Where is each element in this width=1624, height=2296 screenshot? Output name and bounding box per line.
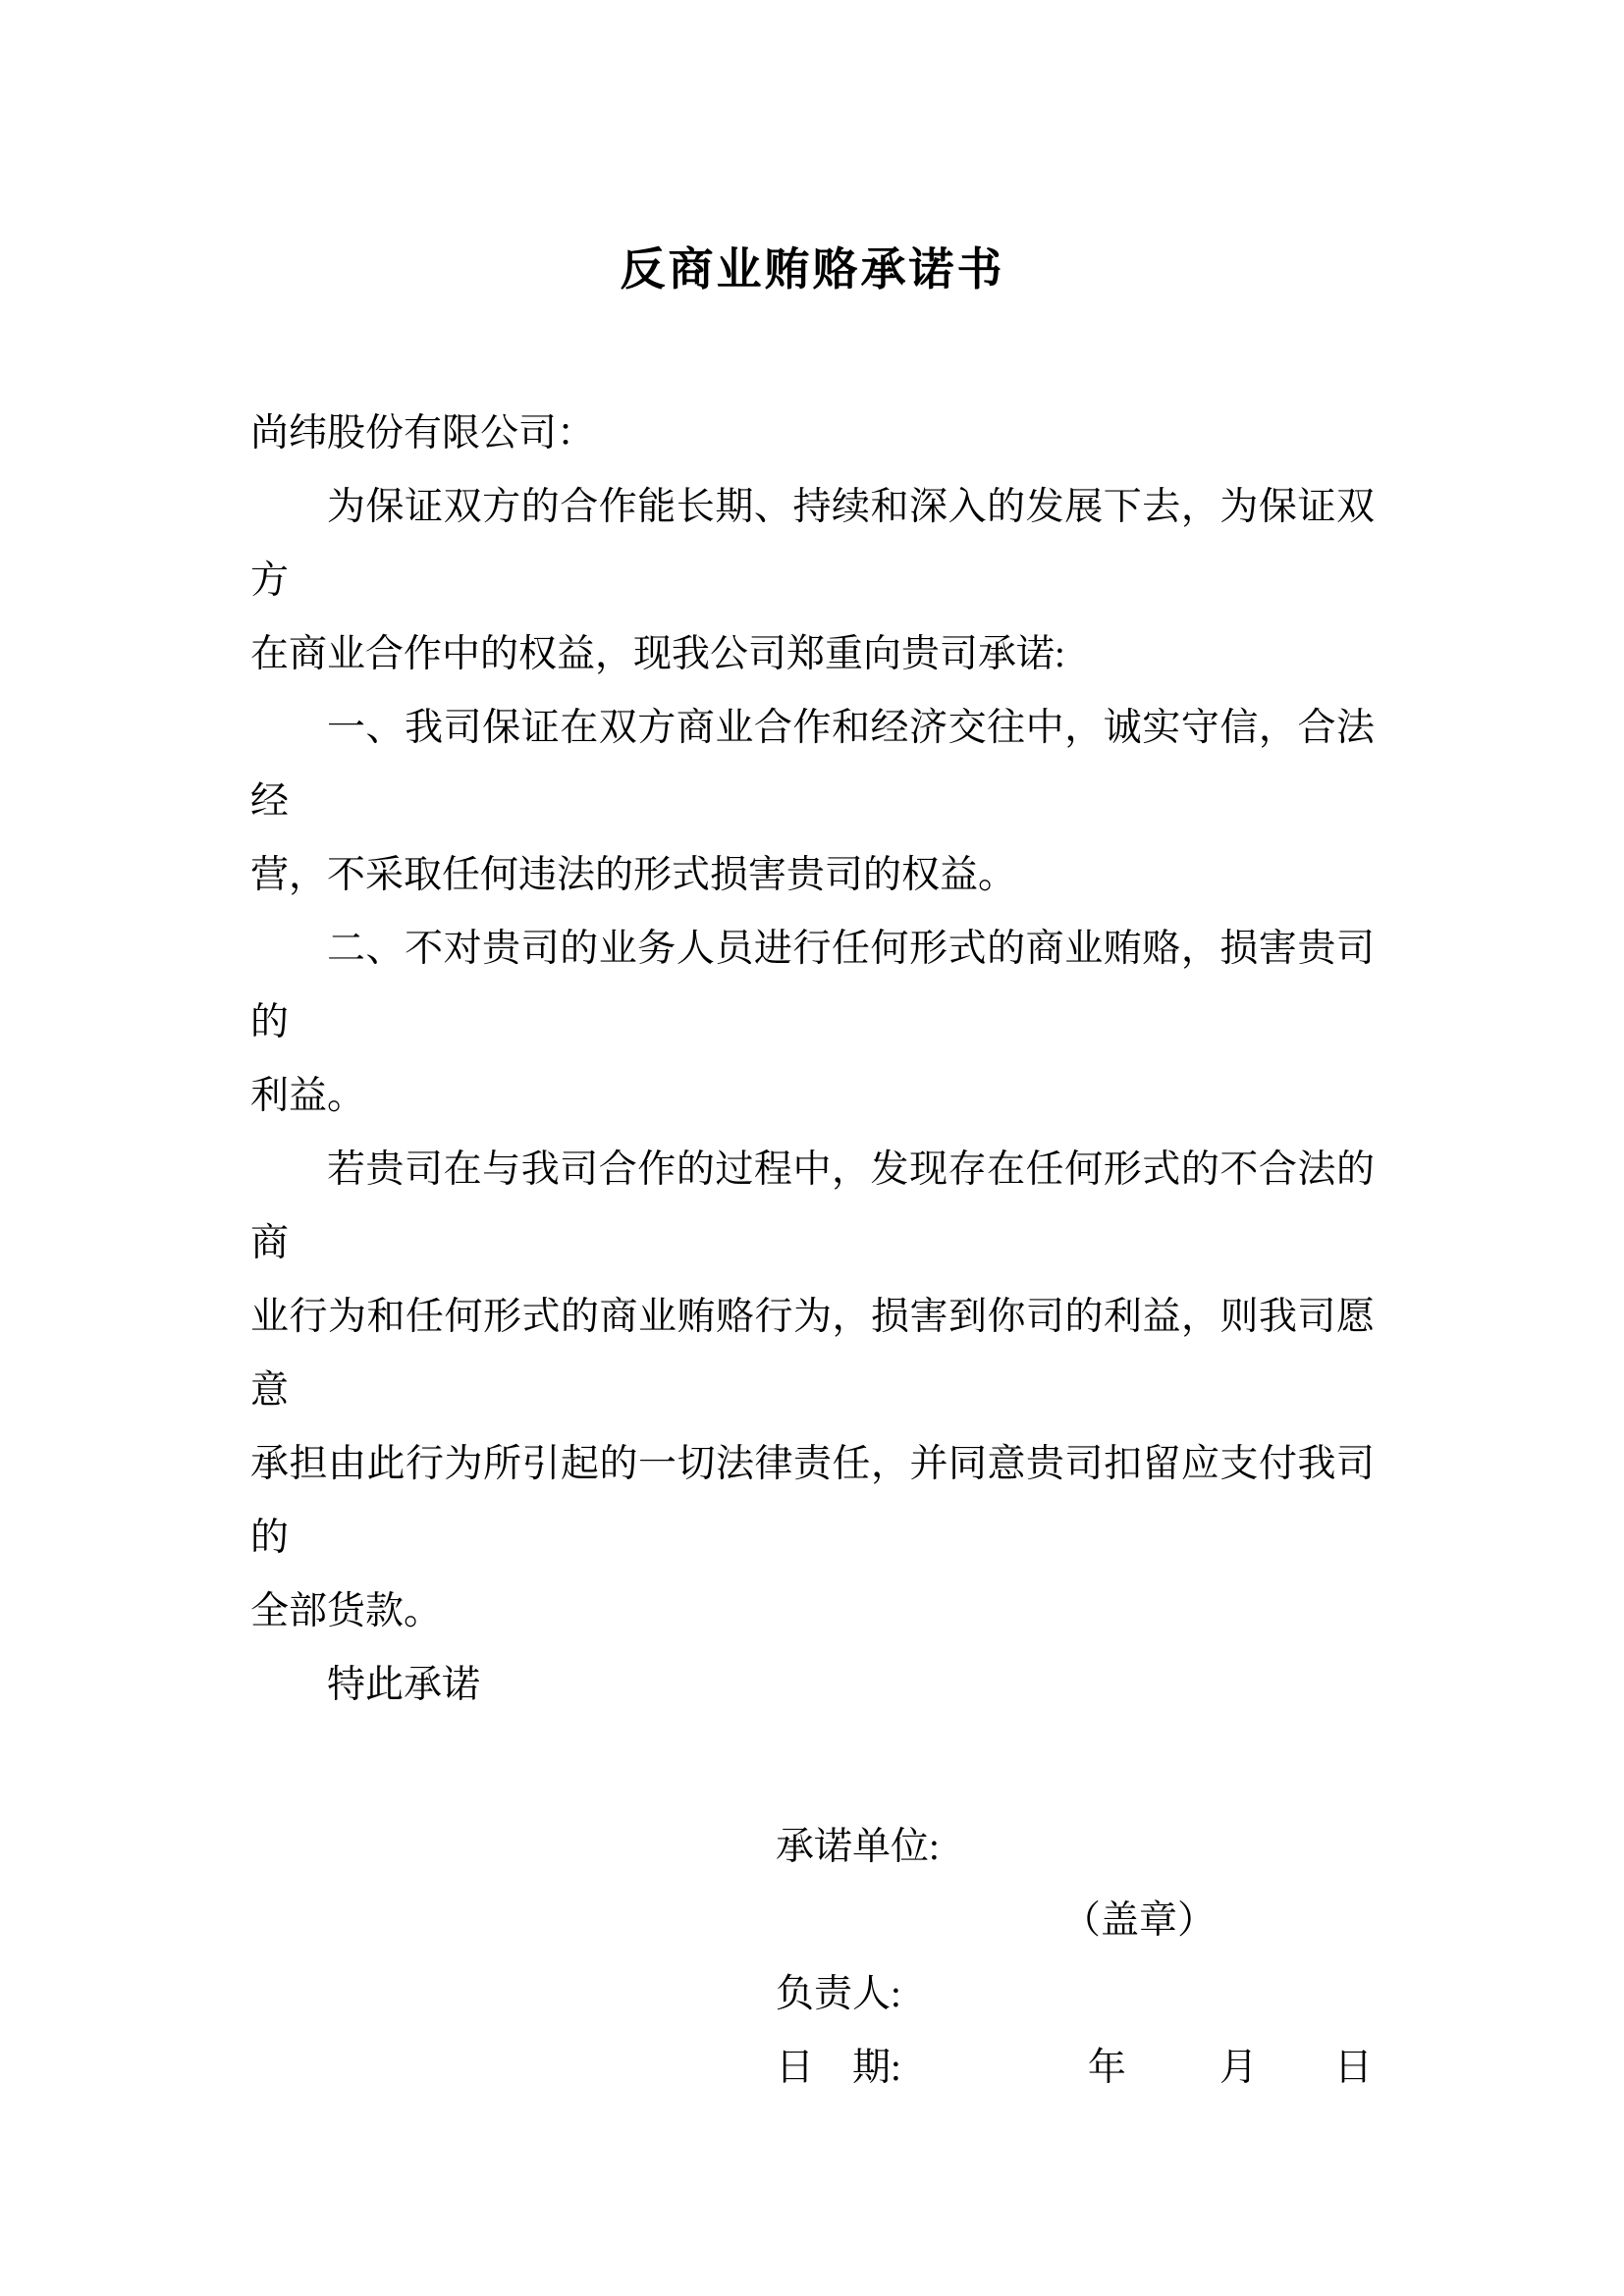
date-line bbox=[250, 2031, 1375, 2105]
year-label: 年 bbox=[1087, 2047, 1126, 2089]
date-label: 日 期: bbox=[776, 2047, 901, 2089]
document-body bbox=[250, 397, 1375, 1722]
body-line: 为保证双方的合作能长期、持续和深入的发展下去，为保证双方 bbox=[250, 486, 1375, 602]
recipient-line: 尚纬股份有限公司： bbox=[250, 412, 596, 454]
body-line: 一、我司保证在双方商业合作和经济交往中，诚实守信，合法经 bbox=[250, 707, 1375, 823]
document-title: 反商业贿赂承诺书 bbox=[620, 244, 1005, 294]
body-line: 营，不采取任何违法的形式损害贵司的权益。 bbox=[250, 854, 1017, 896]
body-line: 若贵司在与我司合作的过程中，发现存在任何形式的不合法的商 bbox=[250, 1148, 1375, 1264]
body-line: 承担由此行为所引起的一切法律责任，并同意贵司扣留应支付我司的 bbox=[250, 1443, 1375, 1559]
month-label: 月 bbox=[1218, 2047, 1258, 2089]
signature-unit-label: 承诺单位: bbox=[776, 1826, 940, 1868]
document-content bbox=[250, 0, 1375, 2105]
body-line: 全部货款。 bbox=[250, 1590, 443, 1632]
body-line: 在商业合作中的权益，现我公司郑重向贵司承诺: bbox=[250, 633, 1065, 675]
signature-block bbox=[250, 1810, 1375, 2105]
body-line: 二、不对贵司的业务人员进行任何形式的商业贿赂，损害贵司的 bbox=[250, 928, 1375, 1043]
body-line: 利益。 bbox=[250, 1075, 366, 1117]
day-label: 日 bbox=[1333, 2047, 1373, 2089]
closing-line: 特此承诺 bbox=[327, 1664, 481, 1706]
seal-label: （盖章） bbox=[1062, 1899, 1217, 1942]
principal-label: 负责人: bbox=[776, 1973, 901, 2015]
body-line: 业行为和任何形式的商业贿赂行为，损害到你司的利益，则我司愿意 bbox=[250, 1296, 1375, 1412]
